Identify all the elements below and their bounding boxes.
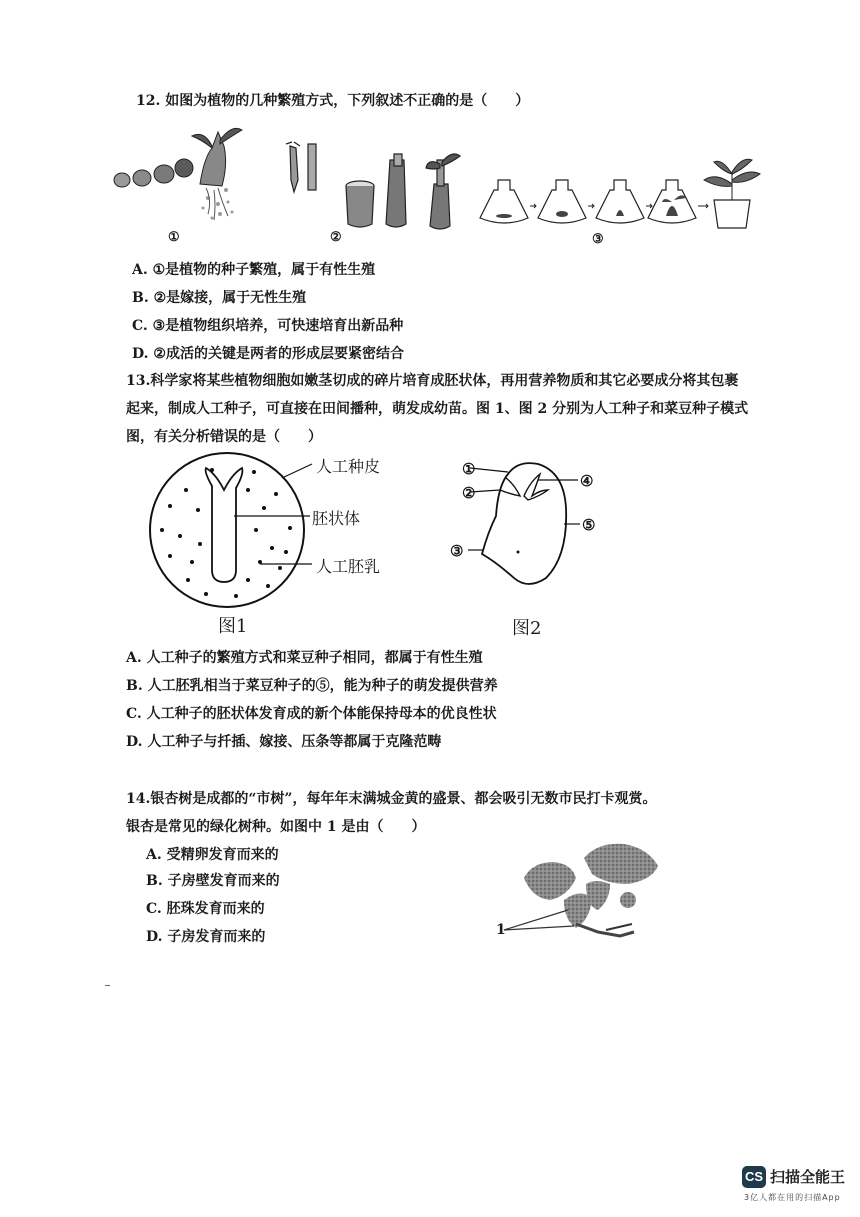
question-12-stem: 12. 如图为植物的几种繁殖方式，下列叙述不正确的是（ ）: [136, 93, 530, 109]
ginkgo-branch-figure: [488, 840, 668, 950]
figure-2-caption: 图2: [512, 618, 542, 639]
q14-option-b[interactable]: B. 子房壁发育而来的: [146, 873, 280, 889]
q14-option-a[interactable]: A. 受精卵发育而来的: [146, 847, 279, 863]
scanner-logo-icon: CS: [742, 1166, 766, 1188]
figure-label-1: ①: [168, 230, 180, 245]
seed-propagation-figure: [108, 118, 248, 228]
q12-option-a[interactable]: A. ①是植物的种子繁殖，属于有性生殖: [132, 262, 376, 278]
question-13-stem-line-3: 图，有关分析错误的是（ ）: [126, 429, 322, 445]
label-embryoid: 胚状体: [312, 509, 361, 528]
bean-label-1: ①: [462, 460, 476, 478]
figure-label-3: ③: [592, 232, 604, 247]
label-artificial-endosperm: 人工胚乳: [316, 557, 381, 576]
figure-1-caption: 图1: [218, 616, 248, 637]
bean-label-5: ⑤: [582, 516, 596, 534]
question-13-stem-line-2: 起来，制成人工种子，可直接在田间播种，萌发成幼苗。图 1、图 2 分别为人工种子和菜豆种子模式: [126, 401, 749, 417]
grafting-figure: [282, 140, 472, 240]
scan-speck: [105, 985, 110, 986]
bean-label-4: ④: [580, 472, 594, 490]
scanner-slogan: 3亿人都在用的扫描App: [744, 1193, 841, 1202]
q13-option-c[interactable]: C. 人工种子的胚状体发育成的新个体能保持母本的优良性状: [126, 706, 497, 722]
ginkgo-label-1: 1: [496, 922, 506, 938]
bean-label-3: ③: [450, 542, 464, 560]
q12-option-d[interactable]: D. ②成活的关键是两者的形成层要紧密结合: [132, 346, 404, 362]
question-14-stem-line-1: 14.银杏树是成都的“市树”，每年年末满城金黄的盛景、都会吸引无数市民打卡观赏。: [126, 791, 657, 807]
q13-option-a[interactable]: A. 人工种子的繁殖方式和菜豆种子相同，都属于有性生殖: [126, 650, 483, 666]
q14-option-d[interactable]: D. 子房发育而来的: [146, 929, 266, 945]
question-13-stem-line-1: 13.科学家将某些植物细胞如嫩茎切成的碎片培育成胚状体，再用营养物质和其它必要成分将其包裹: [126, 373, 739, 389]
q13-option-d[interactable]: D. 人工种子与扦插、嫁接、压条等都属于克隆范畴: [126, 734, 442, 750]
q12-option-b[interactable]: B. ②是嫁接，属于无性生殖: [132, 290, 307, 306]
figure-label-2: ②: [330, 230, 342, 245]
bean-label-2: ②: [462, 484, 476, 502]
tissue-culture-figure: [478, 150, 762, 236]
q12-option-c[interactable]: C. ③是植物组织培养，可快速培育出新品种: [132, 318, 404, 334]
q14-option-c[interactable]: C. 胚珠发育而来的: [146, 901, 265, 917]
q13-option-b[interactable]: B. 人工胚乳相当于菜豆种子的⑤，能为种子的萌发提供营养: [126, 678, 498, 694]
question-14-stem-line-2: 银杏是常见的绿化树种。如图中 1 是由（ ）: [126, 819, 426, 835]
label-artificial-seed-coat: 人工种皮: [316, 457, 381, 476]
scanner-app-name: 扫描全能王: [770, 1168, 846, 1186]
